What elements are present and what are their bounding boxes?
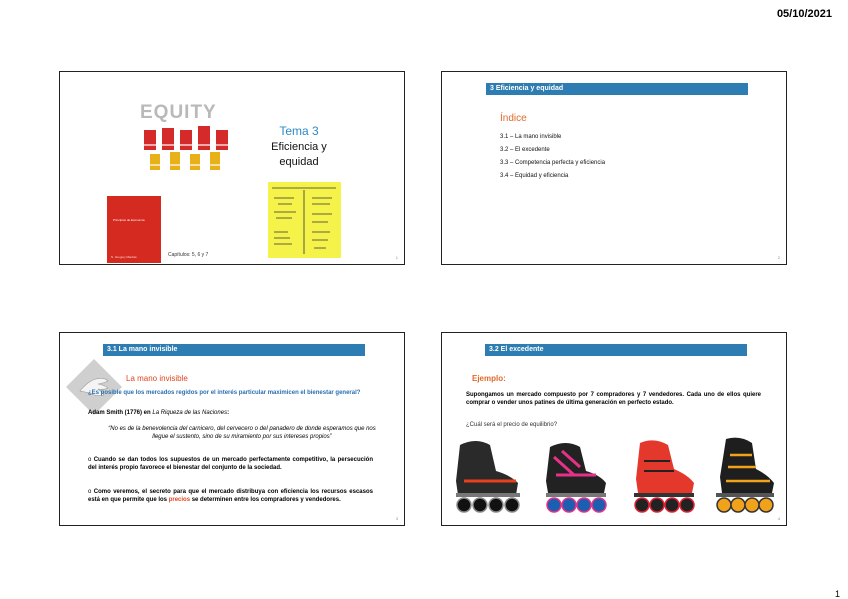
skate-image-4	[706, 435, 782, 515]
slide-header: 3 Eficiencia y equidad	[486, 83, 748, 95]
skate-image-1	[450, 435, 526, 515]
hand-icon	[64, 357, 124, 417]
index-title: Índice	[500, 113, 527, 124]
section-title: La mano invisible	[126, 374, 188, 383]
slide-header: 3.2 El excedente	[485, 344, 747, 356]
bullet-2: o Como veremos, el secreto para que el mercado distribuya con eficiencia los recursos escasos está en que permite que los precios se determinen entre los compradores y vendedores.	[88, 489, 373, 503]
example-title: Ejemplo:	[472, 374, 506, 383]
slide-number: 3	[395, 516, 398, 521]
slide-header: 3.1 La mano invisible	[103, 344, 365, 356]
equity-word: EQUITY	[140, 102, 217, 123]
bullet-2-text-a: Como veremos, el secreto para que el mercado distribuya con eficiencia los recursos escasos está en que permite que los	[88, 489, 373, 503]
sticky-note-image	[268, 182, 341, 258]
book-author: N. Gregory Mankiw	[111, 255, 137, 259]
print-date: 05/10/2021	[776, 8, 832, 20]
example-text: Supongamos un mercado compuesto por 7 compradores y 7 vendedores. Cada uno de ellos quiere comprar o vender unos patines de última generación en perfecto estado.	[466, 392, 761, 406]
slide-number: 1	[395, 255, 398, 260]
chapters-label: Capítulos: 5, 6 y 7	[168, 252, 209, 258]
book-title: Principios de Economía	[113, 218, 145, 222]
skate-image-2	[538, 435, 614, 515]
adam-smith-ref	[88, 410, 229, 416]
list-item: 3.4 – Equidad y eficiencia	[500, 173, 569, 179]
equity-people-image	[140, 120, 234, 174]
index-list	[500, 131, 605, 183]
equilibrium-question: ¿Cuál será el precio de equilibrio?	[466, 422, 558, 428]
bullet-1-text: Cuando se dan todos los supuestos de un mercado perfectamente competitivo, la persecución del interés propio favorece el bienestar del conjunto de la sociedad.	[88, 457, 373, 471]
slide-1	[59, 71, 405, 265]
adam-colon: :	[227, 410, 230, 416]
page-number: 1	[834, 589, 840, 599]
list-item: 3.3 – Competencia perfecta y eficiencia	[500, 160, 606, 166]
quote-text: “No es de la benevolencia del carnicero, del cervecero o del panadero de donde esperamos que nos llegue el sustento, sino de su miramiento por sus intereses propios”	[108, 426, 376, 440]
skate-image-3	[626, 435, 702, 515]
list-item: 3.2 – El excedente	[500, 147, 550, 153]
book-cover	[107, 196, 161, 263]
slide-2	[441, 71, 787, 265]
slide-3	[59, 332, 405, 526]
adam-smith-name: Adam Smith (1776) en	[88, 410, 153, 416]
tema-subtitle: Eficiencia y equidad	[271, 141, 327, 168]
slide-number: 4	[777, 516, 780, 521]
bullet-2-text-b: se determinen entre los compradores y vendedores.	[190, 497, 341, 503]
list-item: 3.1 – La mano invisible	[500, 134, 562, 140]
slide-4	[441, 332, 787, 526]
precios-highlight: precios	[168, 497, 191, 503]
book-name: La Riqueza de las Naciones	[152, 410, 228, 416]
slide-number: 2	[777, 255, 780, 260]
question-text: ¿Es posible que los mercados regidos por el interés particular maximicen el bienestar general?	[88, 390, 361, 396]
bullet-1: o Cuando se dan todos los supuestos de un mercado perfectamente competitivo, la persecución del interés propio favorece el bienestar del conjunto de la sociedad.	[88, 457, 373, 471]
tema-title: Tema 3	[279, 124, 319, 138]
